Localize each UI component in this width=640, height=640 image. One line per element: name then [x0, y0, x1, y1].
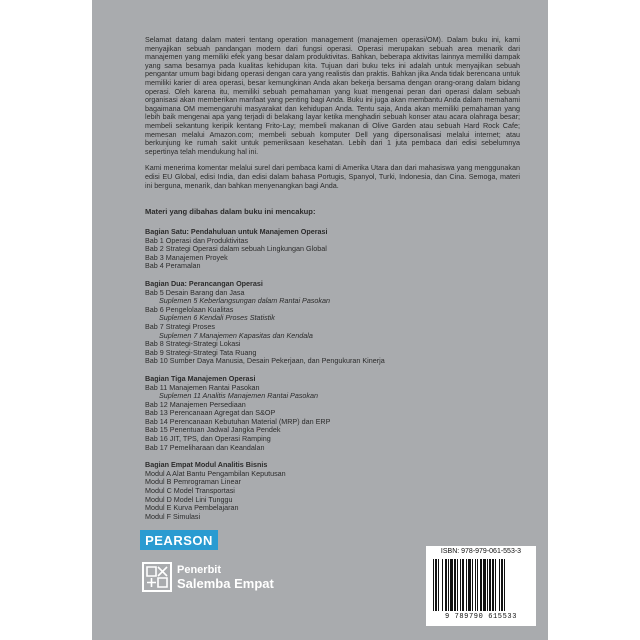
chapter-item: Modul F Simulasi — [145, 511, 201, 521]
barcode-bar — [466, 559, 467, 611]
chapter-item: Bab 2 Strategi Operasi dalam sebuah Lingkungan Global — [145, 244, 327, 254]
chapter-item: Bab 8 Strategi-Strategi Lokasi — [145, 339, 241, 349]
publisher-logo — [142, 562, 274, 592]
contents-part — [145, 228, 520, 271]
chapter-item: Modul E Kurva Pembelajaran — [145, 503, 239, 513]
chapter-item: Bab 16 JIT, TPS, dan Operasi Ramping — [145, 434, 271, 444]
part-title: Bagian Tiga Manajemen Operasi — [145, 373, 256, 383]
supplement-item: Suplemen 5 Keberlangsungan dalam Rantai Pasokan — [159, 296, 331, 306]
intro-paragraph-2: Kami menerima komentar melalui surel dari pembaca kami di Amerika Utara dan dari mahasiswa yang menggunakan edisi EU Global, edisi India, dan edisi dalam bahasa Portugis, Spanyol, Turki, Indonesia, dan Cina. Semoga, materi ini berguna, menarik, dan bahkan menyenangkan bagi Anda. — [145, 163, 520, 190]
barcode-bar — [433, 559, 434, 611]
barcode-bar — [472, 559, 473, 611]
chapter-item: Bab 14 Perencanaan Kebutuhan Material (MRP) dan ERP — [145, 416, 331, 426]
contents-part — [145, 461, 520, 521]
contents-list — [145, 228, 520, 530]
barcode-bar — [475, 559, 476, 611]
barcode-bar — [483, 559, 486, 611]
contents-heading: Materi yang dibahas dalam buku ini mencakup: — [145, 207, 316, 216]
chapter-item: Bab 13 Perencanaan Agregat dan S&OP — [145, 408, 276, 418]
chapter-item: Bab 7 Strategi Proses — [145, 321, 215, 331]
isbn-label: ISBN: 978-979-061-553-3 — [440, 548, 522, 555]
barcode-bar — [495, 559, 496, 611]
chapter-item: Modul C Model Transportasi — [145, 486, 235, 496]
publisher-line2: Salemba Empat — [177, 576, 274, 591]
barcode-bar — [504, 559, 505, 611]
contents-part — [145, 375, 520, 452]
barcode-bar — [477, 559, 478, 611]
part-title: Bagian Empat Modul Analitis Bisnis — [145, 460, 268, 470]
pearson-logo: PEARSON — [140, 530, 218, 550]
salemba-logo-icon — [142, 562, 172, 592]
chapter-item: Bab 9 Strategi-Strategi Tata Ruang — [145, 347, 257, 357]
chapter-item: Bab 1 Operasi dan Produktivitas — [145, 235, 249, 245]
intro-text — [145, 36, 520, 198]
barcode-bar — [445, 559, 447, 611]
barcode-bar — [442, 559, 443, 611]
chapter-item: Modul B Pemrograman Linear — [145, 477, 241, 487]
barcode-bar — [438, 559, 439, 611]
publisher-line1: Penerbit — [177, 564, 222, 576]
barcode-icon — [432, 559, 530, 613]
chapter-item: Bab 4 Peramalan — [145, 261, 201, 271]
barcode-bar — [435, 559, 437, 611]
chapter-item: Modul D Model Lini Tunggu — [145, 494, 233, 504]
barcode-bar — [480, 559, 482, 611]
chapter-item: Modul A Alat Bantu Pengambilan Keputusan — [145, 468, 286, 478]
chapter-item: Bab 6 Pengelolaan Kualitas — [145, 304, 234, 314]
barcode-block — [426, 546, 536, 626]
chapter-item: Bab 5 Desain Barang dan Jasa — [145, 287, 245, 297]
intro-paragraph-1: Selamat datang dalam materi tentang operation management (manajemen operasi/OM). Dalam buku ini, kami menyajikan sebuah pandangan modern dari fungsi operasi. Operasi merupakan sebuah area menarik dari manajemen yang memiliki efek yang besar dalam produktivitas. Bahkan, beberapa aktivitas lainnya memiliki dampak yang sama besarnya pada kualitas kehidupan kita. Tujuan dari buku teks ini adalah untuk menyajikan sebuah pengantar umum bagi bidang operasi dengan cara yang realistis dan praktis. Bahkan jika Anda tidak berencana untuk memiliki karier di area operasi, besar kemungkinan Anda akan bekerja bersama dengan orang-orang dalam bidang operasi. Oleh karena itu, memiliki sebuah pemahaman yang kuat mengenai peran dari operasi dalam sebuah organisasi akan memberikan manfaat yang penting bagi Anda. Buku ini juga akan membantu Anda dalam memahami bagaimana OM memengaruhi masyarakat dan kehidupan Anda. Tentu saja, Anda akan memiliki pemahaman yang lebih baik mengenai apa yang terjadi di belakang layar ketika menghadiri sebuah konser atau acara olahraga besar; membeli sekantung keripik kentang Frito-Lay; membeli makanan di Olive Garden atau sebuah Hard Rock Cafe; memesan melalui Amazon.com; membeli sebuah komputer Dell yang dipersonalisasi melalui internet; atau berkunjung ke rumah sakit untuk pemeriksaan kesehatan. Lebih dari 1 juta pembaca dari edisi sebelumnya sepertinya telah mendukung hal ini. — [145, 35, 520, 156]
contents-part — [145, 280, 520, 366]
barcode-bar — [454, 559, 456, 611]
barcode-bar — [468, 559, 471, 611]
part-title: Bagian Satu: Pendahuluan untuk Manajemen Operasi — [145, 227, 328, 236]
barcode-bar — [462, 559, 464, 611]
supplement-item: Suplemen 7 Manajemen Kapasitas dan Kendala — [159, 330, 313, 340]
supplement-item: Suplemen 6 Kendali Proses Statistik — [159, 313, 275, 323]
chapter-item: Bab 17 Pemeliharaan dan Keandalan — [145, 442, 265, 452]
barcode-bar — [492, 559, 494, 611]
supplement-item: Suplemen 11 Analitis Manajemen Rantai Pasokan — [159, 391, 319, 401]
chapter-item: Bab 3 Manajemen Proyek — [145, 252, 228, 262]
barcode-bar — [489, 559, 491, 611]
barcode-digits: 9 789790 615533 — [444, 613, 517, 621]
barcode-bar — [448, 559, 449, 611]
barcode-bar — [460, 559, 461, 611]
barcode-bar — [499, 559, 500, 611]
barcode-bar — [501, 559, 503, 611]
barcode-bar — [487, 559, 488, 611]
barcode-bar — [457, 559, 458, 611]
barcode-bar — [450, 559, 453, 611]
chapter-item: Bab 10 Sumber Daya Manusia, Desain Pekerjaan, dan Pengukuran Kinerja — [145, 356, 385, 366]
part-title: Bagian Dua: Perancangan Operasi — [145, 278, 263, 288]
chapter-item: Bab 12 Manajemen Persediaan — [145, 399, 246, 409]
chapter-item: Bab 11 Manajemen Rantai Pasokan — [145, 382, 260, 392]
publisher-name — [177, 564, 274, 590]
chapter-item: Bab 15 Penentuan Jadwal Jangka Pendek — [145, 425, 281, 435]
